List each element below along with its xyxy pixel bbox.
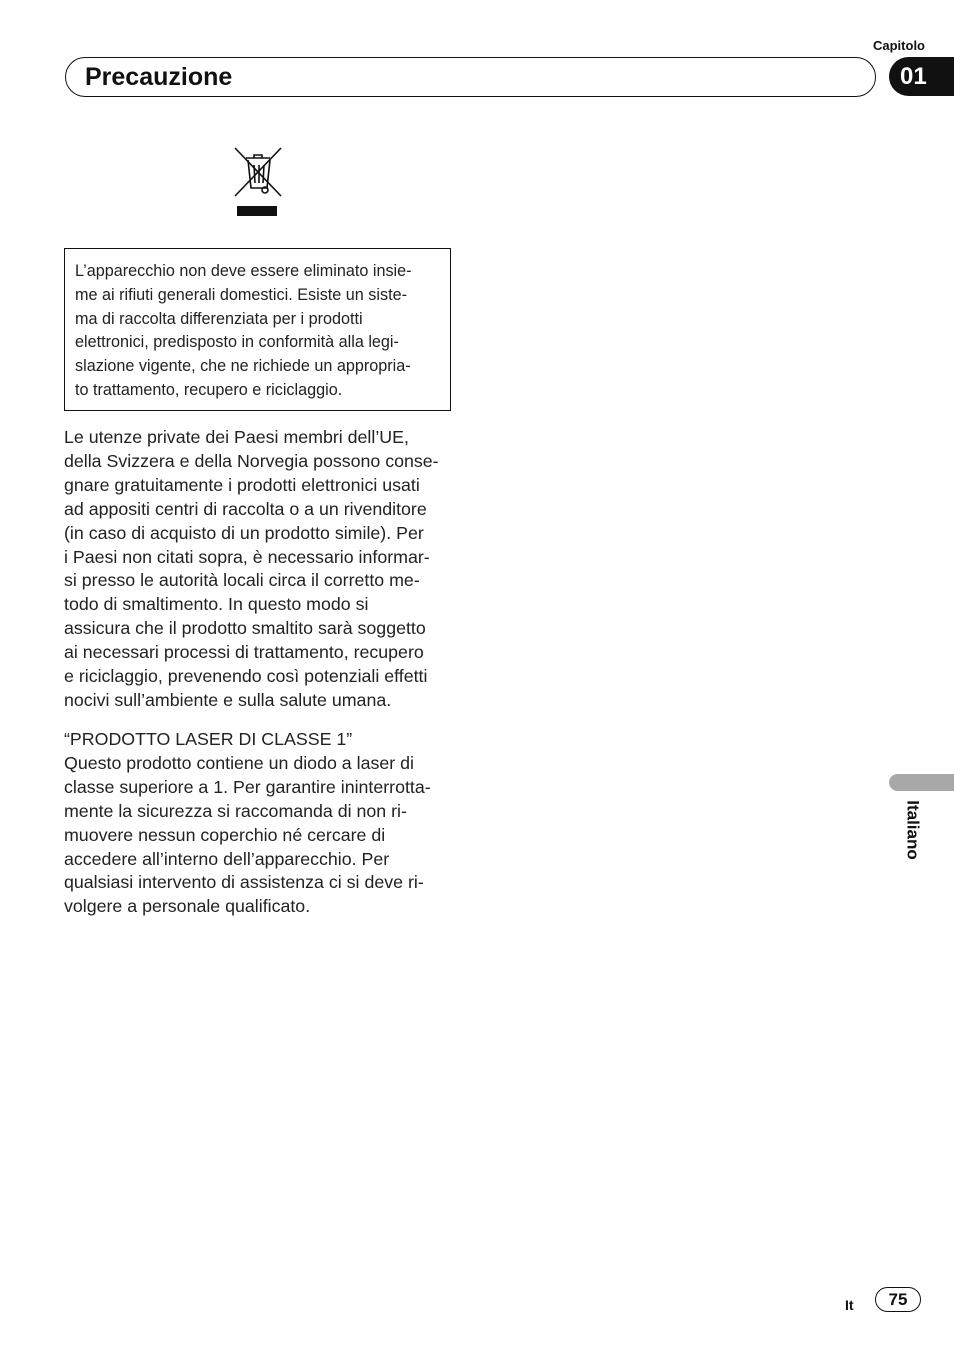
page-title: Precauzione	[85, 63, 233, 91]
disposal-paragraph: Le utenze private dei Paesi membri dell’UE, della Svizzera e della Norvegia possono conse- gnare gratuitamente i prodotti elettronici usati ad appositi centri di raccolta o a un rivenditore (in caso di acquisto di un prodotto simile). Per i Paesi non citati sopra, è necessario informar- si presso le autorità locali circa il corretto me- todo di smaltimento. In questo modo si assicura che il prodotto smaltito sarà soggetto ai necessari processi di trattamento, recupero e riciclaggio, prevenendo così potenziali effetti nocivi sull’ambiente e sulla salute umana.	[64, 427, 439, 710]
page-number: 75	[875, 1287, 921, 1312]
chapter-number-badge: 01	[889, 57, 954, 96]
disposal-notice-box: L’apparecchio non deve essere eliminato insie- me ai rifiuti generali domestici. Esiste un siste- ma di raccolta differenziata per i prodotti elettronici, predisposto in conformità alla legi- slazione vigente, che ne richiede un appropria- to trattamento, recupero e riciclaggio.	[64, 248, 451, 411]
chapter-label: Capitolo	[873, 38, 925, 53]
title-bar	[65, 57, 876, 97]
language-label: Italiano	[903, 800, 923, 860]
laser-class-paragraph: “PRODOTTO LASER DI CLASSE 1” Questo prodotto contiene un diodo a laser di classe superiore a 1. Per garantire ininterrotta- mente la sicurezza si raccomanda di non ri- muovere nessun coperchio né cercare di accedere all’interno dell’apparecchio. Per qualsiasi intervento di assistenza ci si deve ri- volgere a personale qualificato.	[64, 729, 431, 917]
footer-lang-code: It	[845, 1297, 854, 1313]
crossed-out-wheeled-bin-icon	[232, 145, 284, 219]
language-tab	[889, 774, 954, 791]
